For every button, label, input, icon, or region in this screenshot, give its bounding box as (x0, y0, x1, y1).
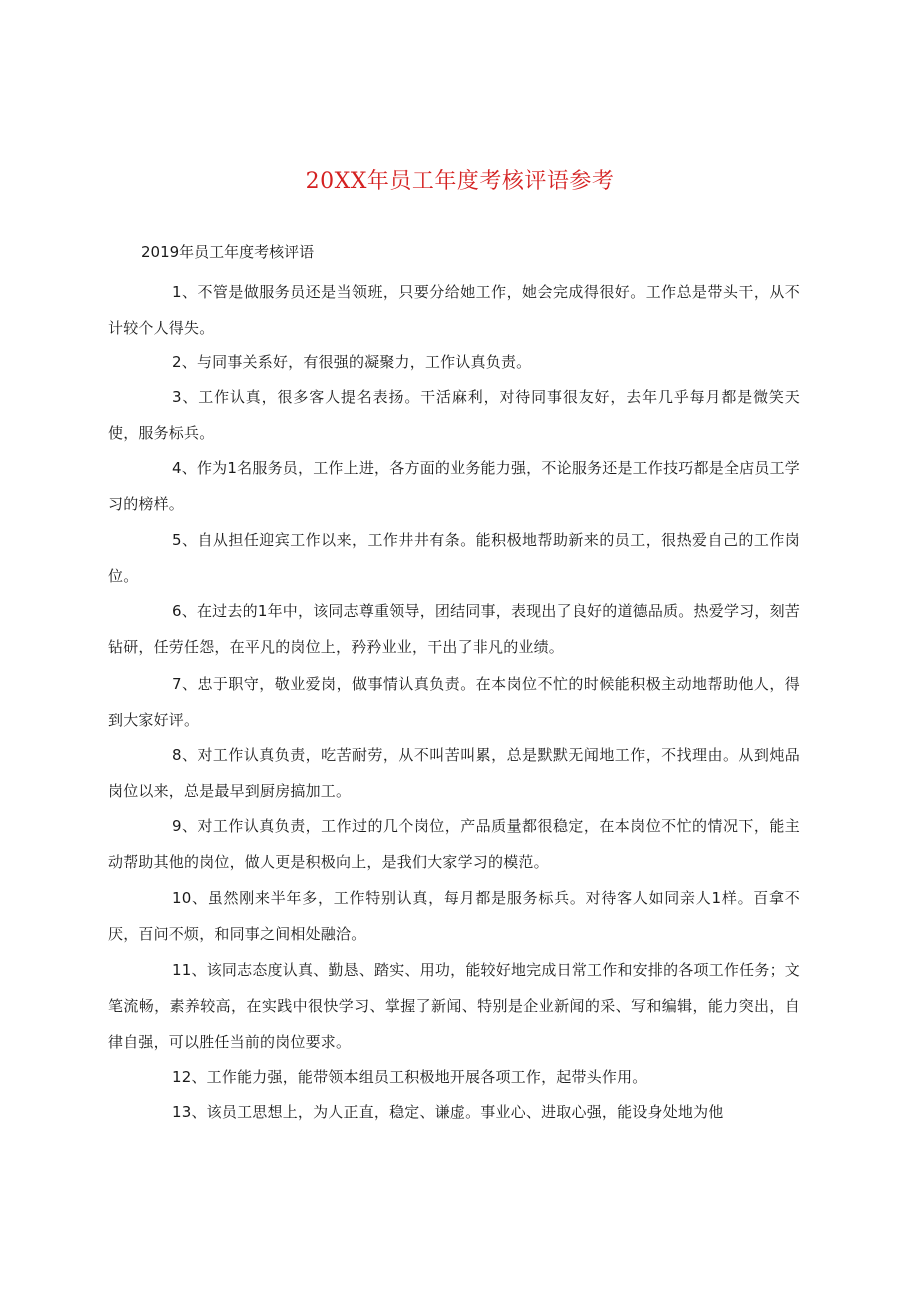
list-item: 12、工作能力强，能带领本组员工积极地开展各项工作，起带头作用。 (172, 1068, 648, 1086)
list-item: 8、对工作认真负责，吃苦耐劳，从不叫苦叫累，总是默默无闻地工作，不找理由。从到炖品岗位以来，总是最早到厨房搞加工。 (108, 746, 800, 800)
list-item: 2、与同事关系好，有很强的凝聚力，工作认真负责。 (172, 353, 532, 371)
document-title: 20XX年员工年度考核评语参考 (305, 169, 615, 194)
list-item: 4、作为1名服务员，工作上进，各方面的业务能力强，不论服务还是工作技巧都是全店员工学习的榜样。 (108, 459, 800, 513)
list-item: 3、工作认真，很多客人提名表扬。干活麻利，对待同事很友好，去年几乎每月都是微笑天使，服务标兵。 (108, 388, 800, 442)
document-subtitle: 2019年员工年度考核评语 (141, 243, 315, 261)
list-item: 9、对工作认真负责，工作过的几个岗位，产品质量都很稳定，在本岗位不忙的情况下，能主动帮助其他的岗位，做人更是积极向上，是我们大家学习的模范。 (108, 817, 800, 871)
list-item: 13、该员工思想上，为人正直，稳定、谦虚。事业心、进取心强，能设身处地为他 (172, 1103, 724, 1121)
list-item: 1、不管是做服务员还是当领班，只要分给她工作，她会完成得很好。工作总是带头干，从不计较个人得失。 (108, 283, 800, 337)
list-item: 5、自从担任迎宾工作以来，工作井井有条。能积极地帮助新来的员工，很热爱自己的工作岗位。 (108, 531, 800, 585)
list-item: 10、虽然刚来半年多，工作特别认真，每月都是服务标兵。对待客人如同亲人1样。百拿不厌，百问不烦，和同事之间相处融洽。 (108, 889, 800, 943)
list-item: 7、忠于职守，敬业爱岗，做事情认真负责。在本岗位不忙的时候能积极主动地帮助他人，得到大家好评。 (108, 675, 800, 729)
list-item: 6、在过去的1年中，该同志尊重领导，团结同事，表现出了良好的道德品质。热爱学习，刻苦钻研，任劳任怨，在平凡的岗位上，矜矜业业，干出了非凡的业绩。 (108, 602, 800, 656)
list-item: 11、该同志态度认真、勤恳、踏实、用功，能较好地完成日常工作和安排的各项工作任务；文笔流畅，素养较高，在实践中很快学习、掌握了新闻、特别是企业新闻的采、写和编辑，能力突出，自律自强，可以胜任当前的岗位要求。 (108, 961, 800, 1051)
